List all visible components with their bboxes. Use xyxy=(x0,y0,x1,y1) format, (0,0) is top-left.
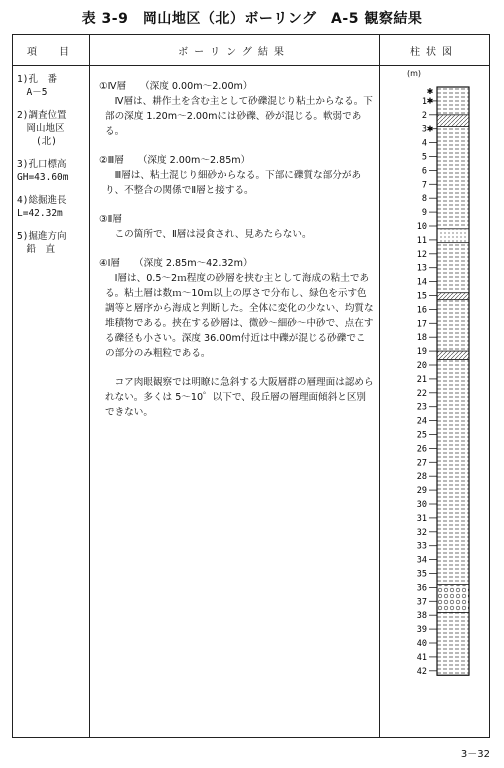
boring-results xyxy=(99,73,375,434)
root-symbol-icon: ✱ xyxy=(426,86,434,96)
depth-label: 28 xyxy=(416,472,427,483)
strata-segment xyxy=(437,293,469,300)
depth-label: 10 xyxy=(416,222,427,232)
item-line: 1)孔 番 xyxy=(17,74,57,85)
root-symbol-icon: ✱ xyxy=(426,124,434,134)
observation-table xyxy=(12,34,490,738)
header-items: 項 目 xyxy=(27,47,75,58)
depth-label: 21 xyxy=(416,374,427,385)
layer-depth: （深度 2.85m～42.32m） xyxy=(134,258,253,269)
layer-heading xyxy=(99,153,375,168)
items-list xyxy=(17,73,83,266)
depth-label: 33 xyxy=(416,541,427,552)
layer-description: Ⅳ層は、耕作土を含む主として砂礫混じり粘土からなる。下部の深度 1.20m～2.00mには砂礫、砂が混じる。軟弱である。 xyxy=(105,96,373,137)
layer-name: ①Ⅳ層 xyxy=(99,81,127,92)
depth-label: 23 xyxy=(416,402,427,413)
depth-label: 14 xyxy=(416,277,427,288)
layer-heading xyxy=(99,212,375,227)
depth-label: 32 xyxy=(416,527,427,538)
item-entry xyxy=(17,109,83,148)
depth-label: 30 xyxy=(416,500,427,510)
depth-label: 42 xyxy=(416,666,427,677)
depth-label: 19 xyxy=(416,347,427,358)
item-line: 2)調査位置 xyxy=(17,110,67,121)
column-divider xyxy=(379,35,380,737)
depth-label: 5 xyxy=(421,152,427,163)
layer-name: ④Ⅰ層 xyxy=(99,258,121,269)
depth-label: 18 xyxy=(416,333,427,344)
depth-label: 24 xyxy=(416,416,427,427)
boring-log-svg xyxy=(383,35,489,735)
depth-label: 35 xyxy=(416,569,427,580)
layer-heading xyxy=(99,256,375,271)
depth-label: 11 xyxy=(416,235,427,246)
depth-label: 41 xyxy=(416,652,427,663)
depth-label: 39 xyxy=(416,625,427,636)
depth-label: 12 xyxy=(416,249,427,260)
layer-depth: （深度 0.00m～2.00m） xyxy=(140,81,253,92)
depth-label: 6 xyxy=(421,166,427,177)
item-entry xyxy=(17,230,83,256)
depth-label: 29 xyxy=(416,486,427,497)
item-line: 5)掘進方向 xyxy=(17,231,67,242)
strata-segment xyxy=(437,359,469,584)
layer-name: ②Ⅲ層 xyxy=(99,155,124,166)
header-results: ボーリング結果 xyxy=(178,47,290,58)
item-line: 4)総掘進長 xyxy=(17,195,67,206)
item-line: A－5 xyxy=(17,87,48,98)
strata-segment xyxy=(437,612,469,675)
layer-heading xyxy=(99,79,375,94)
page-number: 3－32 xyxy=(460,749,490,760)
layer-description: Ⅰ層は、0.5～2ｍ程度の砂層を挟む主として海成の粘土である。粘土層は数ｍ～10ｍ以上の厚さで分布し、緑色を示す色調等と層序から海成と判断した。全体に変化の少ない、均質な堆積物である。挟在する砂層は、微砂～細砂～中砂で、点在する礫径も小さい。深度 36.00m付近は中礫が混じる砂礫でこの部分のみ粗粒である。 xyxy=(105,273,374,359)
page-title: 表 3-9 岡山地区（北）ボーリング A-5 観察結果 xyxy=(81,11,423,27)
depth-label: 4 xyxy=(421,138,427,149)
depth-label: 8 xyxy=(421,194,427,205)
strata-segment xyxy=(437,115,469,127)
depth-unit: (m) xyxy=(407,69,422,78)
depth-label: 27 xyxy=(416,458,427,469)
item-line: 3)孔口標高 xyxy=(17,159,67,170)
depth-label: 17 xyxy=(416,319,427,330)
depth-label: 3 xyxy=(421,124,427,135)
layer-description: Ⅲ層は、粘土混じり細砂からなる。下部に礫質な部分があり、不整合の関係でⅡ層と接する。 xyxy=(105,170,362,196)
item-line: 岡山地区 xyxy=(17,123,65,134)
strata-segment xyxy=(437,87,469,115)
depth-label: 26 xyxy=(416,444,427,455)
strata-segment xyxy=(437,243,469,293)
depth-label: 15 xyxy=(416,291,427,302)
depth-label: 20 xyxy=(416,361,427,371)
depth-label: 34 xyxy=(416,555,427,566)
layer-depth: （深度 2.00m～2.85m） xyxy=(137,155,251,166)
depth-label: 9 xyxy=(421,208,427,219)
column-divider xyxy=(89,35,90,737)
depth-label: 31 xyxy=(416,513,427,524)
depth-label: 22 xyxy=(416,388,427,399)
strata-segment xyxy=(437,585,469,613)
depth-label: 7 xyxy=(421,180,427,191)
header-column: 柱状図 xyxy=(410,47,458,58)
observation-note: コア肉眼観察では明瞭に急斜する大阪層群の層理面は認められない。多くは 5～10゜以下で、段丘層の層理面傾斜と区別できない。 xyxy=(105,377,374,418)
depth-label: 1 xyxy=(421,96,427,107)
depth-label: 38 xyxy=(416,611,427,622)
depth-label: 16 xyxy=(416,305,427,316)
item-entry xyxy=(17,158,83,184)
depth-label: 40 xyxy=(416,639,427,649)
layer-name: ③Ⅱ層 xyxy=(99,214,122,225)
item-line: GH=43.60m xyxy=(17,172,69,183)
depth-label: 2 xyxy=(421,110,427,121)
depth-label: 37 xyxy=(416,597,427,608)
depth-label: 25 xyxy=(416,430,427,441)
strata-segment xyxy=(437,351,469,359)
item-entry xyxy=(17,194,83,220)
layer-description: この箇所で、Ⅱ層は浸食され、見あたらない。 xyxy=(114,229,312,240)
item-line: L=42.32m xyxy=(17,208,63,219)
depth-label: 13 xyxy=(416,263,427,274)
boring-log-column xyxy=(383,35,489,737)
item-entry xyxy=(17,73,83,99)
strata-segment xyxy=(437,127,469,229)
item-line: 鉛 直 xyxy=(17,244,56,255)
strata-segment xyxy=(437,300,469,351)
root-symbol-icon: ✱ xyxy=(426,96,434,106)
strata-segment xyxy=(437,229,469,243)
depth-label: 36 xyxy=(416,583,427,594)
item-line: (北) xyxy=(17,136,57,147)
